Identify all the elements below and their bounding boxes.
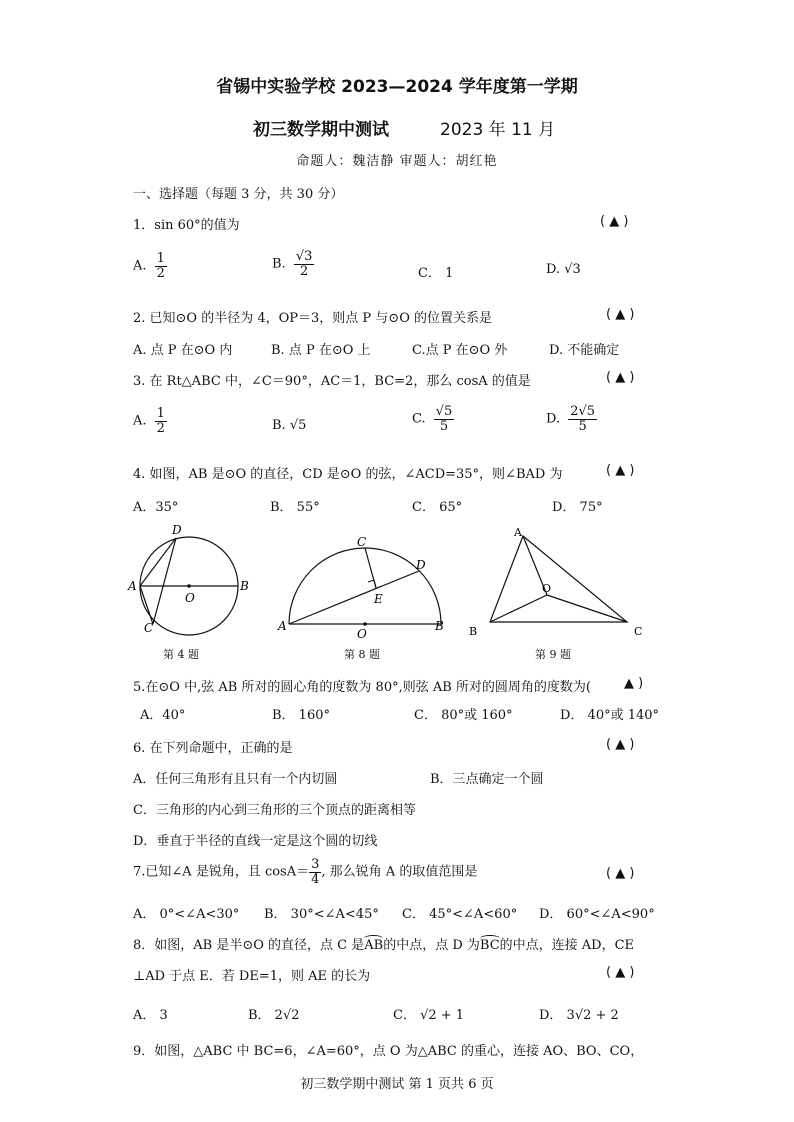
q1-option-c: C． 1 xyxy=(418,266,454,281)
q1-answer-box: ( ▲ ) xyxy=(600,214,629,229)
q8-option-b: B． 2√2 xyxy=(248,1008,300,1023)
q1-option-b: B. $\frac{√3}{2}$ xyxy=(272,249,313,279)
q6-option-a: A．任何三角形有且只有一个内切圆 xyxy=(133,772,338,787)
arc-ab: AB xyxy=(364,938,384,953)
page-title: 省锡中实验学校 2023—2024 学年度第一学期 xyxy=(216,77,578,97)
q8-option-d: D． 3√2 + 2 xyxy=(539,1008,619,1023)
q3-option-a: A. $\frac{1}{2}$ xyxy=(133,406,165,436)
q6-option-b: B．三点确定一个圆 xyxy=(430,772,544,787)
q7-option-c: C． 45°<∠A<60° xyxy=(402,907,518,922)
q3-answer-box: ( ▲ ) xyxy=(606,370,635,385)
q5-option-d: D． 40°或 140° xyxy=(560,708,660,723)
q8-option-c: C． √2 + 1 xyxy=(393,1008,465,1023)
svg-text:D: D xyxy=(416,558,426,572)
q7-option-a: A． 0°<∠A<30° xyxy=(133,907,240,922)
q4-option-d: D． 75° xyxy=(552,500,603,515)
q4-stem: 4. 如图，AB 是⊙O 的直径，CD 是⊙O 的弦，∠ACD=35°，则∠BAD 为 xyxy=(133,467,563,482)
q2-option-b: B. 点 P 在⊙O 上 xyxy=(271,343,371,358)
exam-name: 初三数学期中测试 xyxy=(253,120,389,140)
authors-line: 命题人：魏洁静 审题人：胡红艳 xyxy=(296,154,498,169)
q4-option-b: B． 55° xyxy=(270,500,320,515)
q4-option-c: C． 65° xyxy=(412,500,463,515)
figure-4-caption: 第 4 题 xyxy=(163,648,199,661)
q4-answer-box: ( ▲ ) xyxy=(606,463,635,478)
svg-text:D: D xyxy=(172,523,182,537)
q2-stem: 2. 已知⊙O 的半径为 4，OP＝3，则点 P 与⊙O 的位置关系是 xyxy=(133,311,492,326)
q9-stem: 9．如图，△ABC 中 BC=6，∠A=60°，点 O 为△ABC 的重心，连接 AO、BO、CO， xyxy=(133,1044,644,1059)
svg-text:O: O xyxy=(542,582,552,595)
svg-text:A: A xyxy=(278,619,287,633)
svg-text:C: C xyxy=(634,625,643,638)
page-footer: 初三数学期中测试 第 1 页共 6 页 xyxy=(300,1077,494,1092)
figure-8 xyxy=(275,530,455,645)
q8-answer-box: ( ▲ ) xyxy=(606,965,635,980)
q2-option-d: D. 不能确定 xyxy=(549,343,620,358)
section-heading: 一、选择题（每题 3 分，共 30 分） xyxy=(133,187,344,202)
q3-option-b: B. √5 xyxy=(272,418,307,433)
q5-option-b: B． 160° xyxy=(272,708,330,723)
q6-stem: 6. 在下列命题中，正确的是 xyxy=(133,741,293,756)
figure-4 xyxy=(125,520,265,640)
q7-option-b: B． 30°<∠A<45° xyxy=(264,907,379,922)
q8-stem-line1: 8．如图，AB 是半⊙O 的直径，点 C 是AB的中点，点 D 为BC的中点，连接 AD，CE xyxy=(133,938,635,953)
q8-option-a: A． 3 xyxy=(133,1008,168,1023)
q3-option-d: D. $\frac{2√5}{5}$ xyxy=(546,404,596,434)
svg-text:C: C xyxy=(144,621,154,635)
arc-bc: BC xyxy=(479,938,500,953)
q3-option-c: C. $\frac{√5}{5}$ xyxy=(412,404,453,434)
svg-text:A: A xyxy=(514,526,522,539)
q6-option-c: C．三角形的内心到三角形的三个顶点的距离相等 xyxy=(133,803,416,818)
q7-stem: 7.已知∠A 是锐角，且 cosA＝ $\frac{3}{4}$ , 那么锐角 A 的取值范围是 xyxy=(133,857,478,887)
figure-8-caption: 第 8 题 xyxy=(344,648,380,661)
svg-text:B: B xyxy=(240,579,249,593)
q6-answer-box: ( ▲ ) xyxy=(606,737,635,752)
q1-option-a: A. $\frac{1}{2}$ xyxy=(133,251,165,281)
q5-stem: 5.在⊙O 中,弦 AB 所对的圆心角的度数为 80°,则弦 AB 所对的圆周角的度数为( xyxy=(133,680,592,695)
svg-text:O: O xyxy=(185,591,195,605)
svg-text:O: O xyxy=(357,627,367,641)
svg-text:A: A xyxy=(128,579,137,593)
q6-option-d: D．垂直于半径的直线一定是这个圆的切线 xyxy=(133,834,378,849)
q3-stem: 3. 在 Rt△ABC 中，∠C＝90°，AC＝1，BC=2，那么 cosA 的值是 xyxy=(133,374,531,389)
svg-text:B: B xyxy=(435,619,444,633)
q2-answer-box: ( ▲ ) xyxy=(606,307,635,322)
exam-date: 2023 年 11 月 xyxy=(440,120,556,140)
q2-option-c: C.点 P 在⊙O 外 xyxy=(412,343,508,358)
svg-text:E: E xyxy=(374,592,383,606)
q8-stem-line2: ⊥AD 于点 E．若 DE=1，则 AE 的长为 xyxy=(133,969,371,984)
svg-text:C: C xyxy=(357,535,367,549)
q5-option-c: C． 80°或 160° xyxy=(414,708,513,723)
figure-9-caption: 第 9 题 xyxy=(535,648,571,661)
q7-option-d: D． 60°<∠A<90° xyxy=(539,907,655,922)
q4-option-a: A．35° xyxy=(133,500,179,515)
svg-text:B: B xyxy=(469,625,478,638)
q2-option-a: A. 点 P 在⊙O 内 xyxy=(133,343,233,358)
q1-option-d: D. √3 xyxy=(546,262,581,277)
q7-answer-box: ( ▲ ) xyxy=(606,866,635,881)
q1-stem: 1．sin 60°的值为 xyxy=(133,218,240,233)
q5-answer-box: ▲ ) xyxy=(624,676,644,691)
figure-9 xyxy=(465,522,655,642)
q5-option-a: A．40° xyxy=(140,708,186,723)
